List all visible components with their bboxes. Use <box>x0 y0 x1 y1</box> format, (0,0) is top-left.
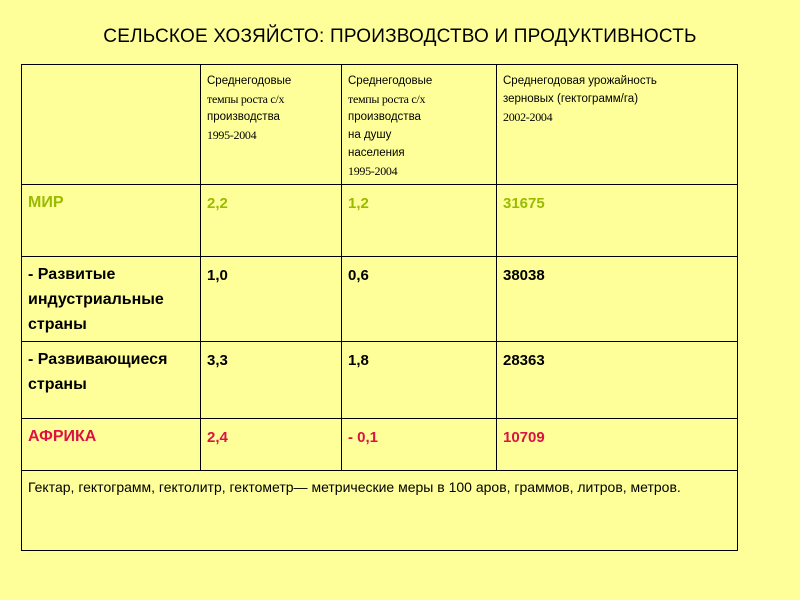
header-growth-per-capita <box>342 65 497 185</box>
header-line: производства <box>207 111 280 123</box>
header-line: 2002-2004 <box>503 110 553 124</box>
header-growth-production <box>201 65 342 185</box>
header-line: Среднегодовая урожайность <box>503 75 657 87</box>
table-row-world <box>22 185 738 257</box>
table-cell: 31675 <box>497 185 738 257</box>
footnote: Гектар, гектограмм, гектолитр, гектометр— метрические меры в 100 аров, граммов, литров, метров. <box>22 471 738 551</box>
header-line: производства <box>348 111 421 123</box>
table-row-africa <box>22 419 738 471</box>
table-cell: 1,8 <box>342 342 497 419</box>
row-label: - Развивающиеся страны <box>22 342 201 419</box>
page-title: СЕЛЬСКОЕ ХОЗЯЙСТО: ПРОИЗВОДСТВО И ПРОДУКТИВНОСТЬ <box>103 26 697 47</box>
table-footnote-row <box>22 471 738 551</box>
row-label: - Развитые индустриальные страны <box>22 257 201 342</box>
table-cell: 10709 <box>497 419 738 471</box>
header-line: Среднегодовые <box>207 75 292 87</box>
row-label: МИР <box>22 185 201 257</box>
agriculture-table <box>21 64 738 551</box>
header-line: 1995-2004 <box>348 164 398 178</box>
header-line: темпы роста с/х <box>348 92 426 106</box>
table-cell: 2,2 <box>201 185 342 257</box>
table-cell: 1,0 <box>201 257 342 342</box>
header-line: зерновых (гектограмм/га) <box>503 93 639 105</box>
table-row-developed <box>22 257 738 342</box>
header-empty-cell <box>22 65 201 185</box>
table-row-developing <box>22 342 738 419</box>
header-line: 1995-2004 <box>207 128 257 142</box>
table-cell: 1,2 <box>342 185 497 257</box>
row-label: АФРИКА <box>22 419 201 471</box>
header-line: темпы роста с/х <box>207 92 285 106</box>
header-line: на душу <box>348 129 392 141</box>
table-cell: 28363 <box>497 342 738 419</box>
table-cell: - 0,1 <box>342 419 497 471</box>
table-cell: 38038 <box>497 257 738 342</box>
table-header-row <box>22 65 738 185</box>
header-line: населения <box>348 147 405 159</box>
header-line: Среднегодовые <box>348 75 433 87</box>
header-grain-yield <box>497 65 738 185</box>
table-cell: 2,4 <box>201 419 342 471</box>
table-cell: 3,3 <box>201 342 342 419</box>
table-cell: 0,6 <box>342 257 497 342</box>
